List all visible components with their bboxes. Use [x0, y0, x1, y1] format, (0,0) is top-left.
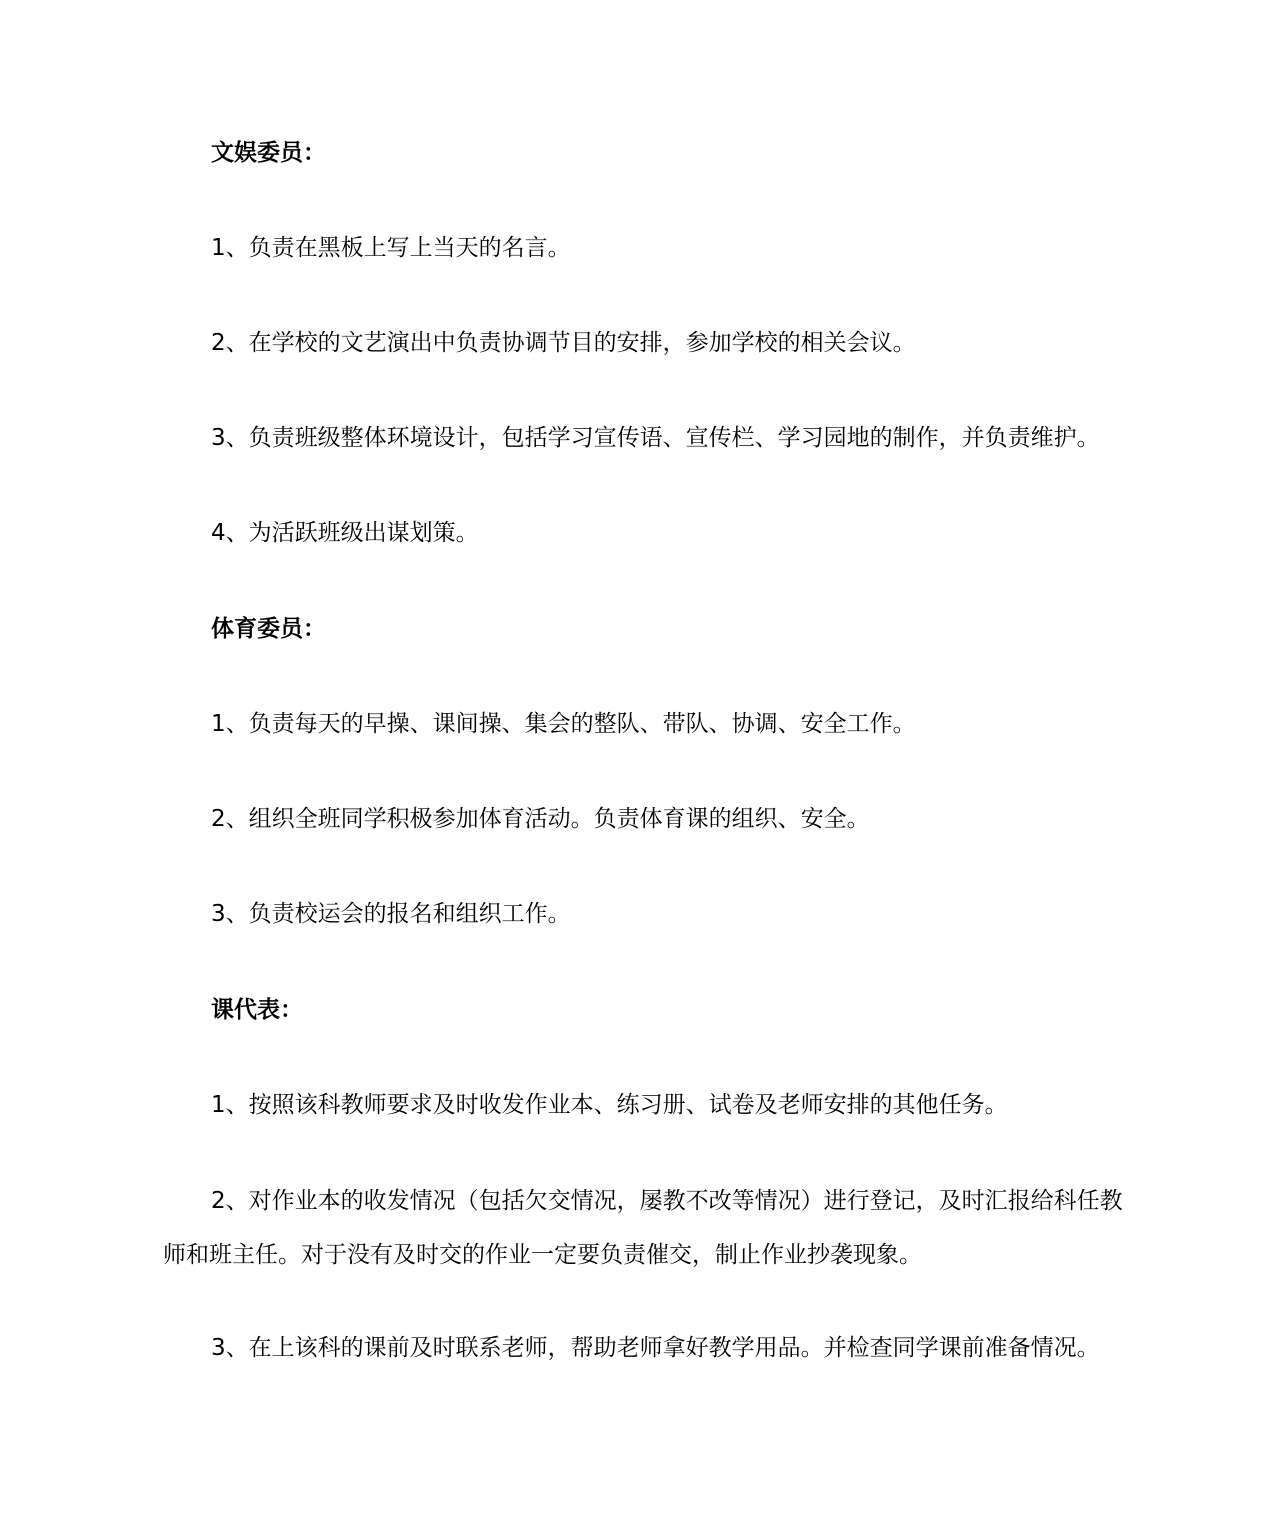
list-item: 1、负责每天的早操、课间操、集会的整队、带队、协调、安全工作。: [211, 711, 916, 737]
list-item: 2、组织全班同学积极参加体育活动。负责体育课的组织、安全。: [211, 806, 870, 832]
list-item: 4、为活跃班级出谋划策。: [211, 520, 479, 546]
list-item: 2、对作业本的收发情况（包括欠交情况，屡教不改等情况）进行登记，及时汇报给科任教师和班主任。对于没有及时交的作业一定要负责催交，制止作业抄袭现象。: [163, 1188, 1123, 1268]
list-item: 2、在学校的文艺演出中负责协调节目的安排，参加学校的相关会议。: [211, 330, 916, 356]
list-item: 1、负责在黑板上写上当天的名言。: [211, 235, 571, 261]
section-heading-tiyu: 体育委员：: [211, 616, 326, 642]
list-item: 3、负责校运会的报名和组织工作。: [211, 901, 571, 927]
list-item: 3、负责班级整体环境设计，包括学习宣传语、宣传栏、学习园地的制作，并负责维护。: [211, 425, 1100, 451]
list-item: 3、在上该科的课前及时联系老师，帮助老师拿好教学用品。并检查同学课前准备情况。: [211, 1335, 1100, 1361]
section-heading-wenyu: 文娱委员：: [211, 140, 326, 166]
list-item: 1、按照该科教师要求及时收发作业本、练习册、试卷及老师安排的其他任务。: [211, 1092, 1008, 1118]
section-heading-kedaibiao: 课代表：: [211, 997, 303, 1023]
